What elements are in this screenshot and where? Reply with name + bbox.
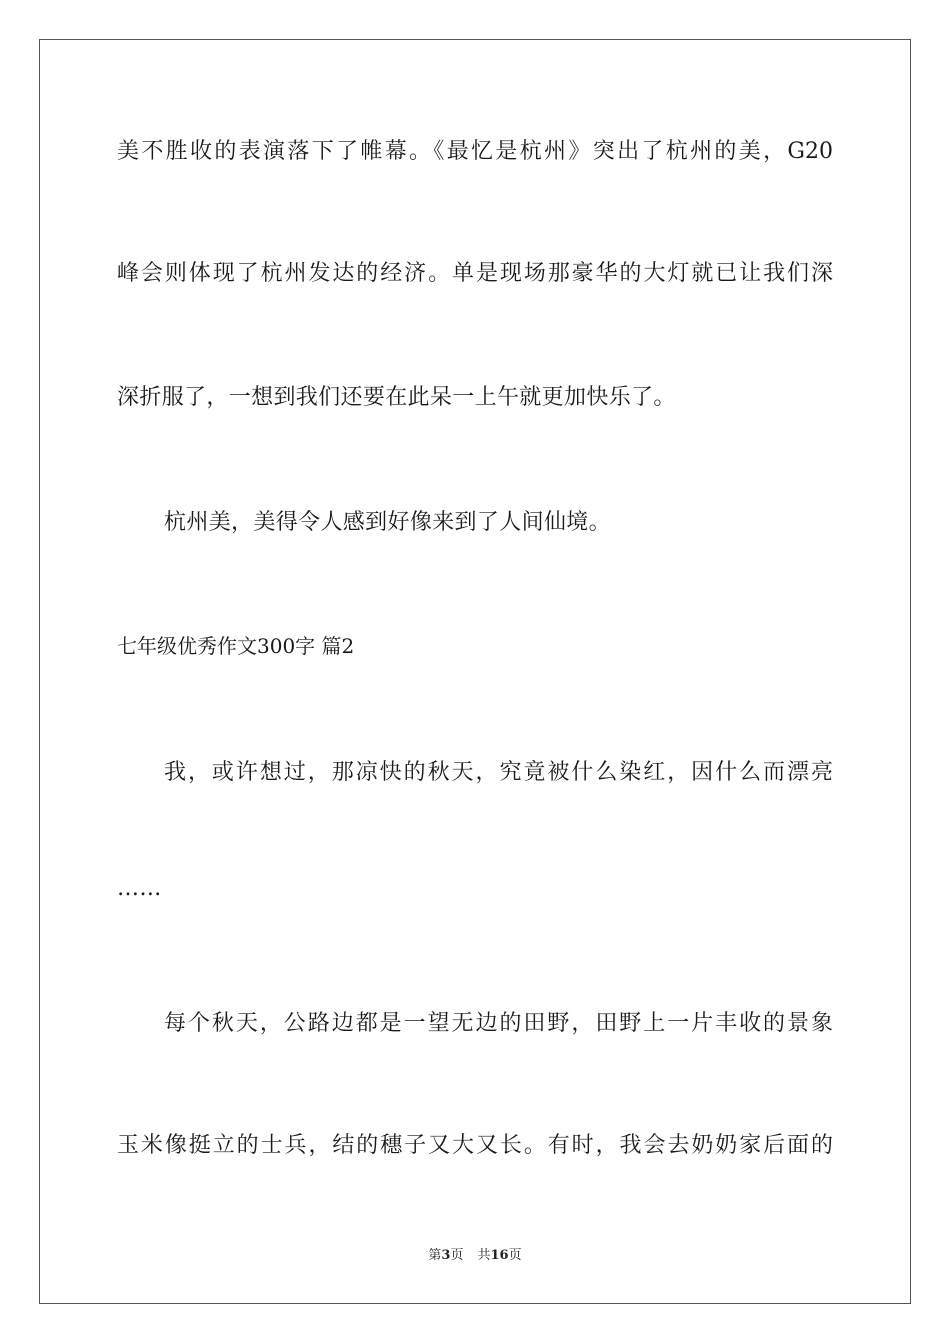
total-suffix: 页 bbox=[508, 1248, 522, 1263]
text-line-4: 杭州美，美得令人感到好像来到了人间仙境。 bbox=[164, 510, 612, 535]
text-line-1: 美不胜收的表演落下了帷幕。《最忆是杭州》突出了杭州的美，G20 bbox=[117, 139, 833, 164]
text-line-3: 深折服了，一想到我们还要在此呆一上午就更加快乐了。 bbox=[117, 385, 676, 410]
text-line-2: 峰会则体现了杭州发达的经济。单是现场那豪华的大灯就已让我们深 bbox=[117, 261, 833, 286]
total-prefix: 共 bbox=[477, 1248, 491, 1263]
text-line-5: 我，或许想过，那凉快的秋天，究竟被什么染红，因什么而漂亮 bbox=[164, 760, 833, 785]
page-frame bbox=[39, 39, 911, 1304]
page-suffix: 页 bbox=[450, 1248, 464, 1263]
text-line-7: 每个秋天，公路边都是一望无边的田野，田野上一片丰收的景象 bbox=[164, 1011, 833, 1036]
total-pages: 16 bbox=[490, 1248, 509, 1263]
text-line-8: 玉米像挺立的士兵，结的穗子又大又长。有时，我会去奶奶家后面的 bbox=[117, 1133, 833, 1158]
page-number: 3 bbox=[441, 1248, 451, 1263]
text-line-6: …… bbox=[117, 876, 162, 901]
page-footer bbox=[0, 1247, 950, 1265]
page-prefix: 第 bbox=[428, 1248, 442, 1263]
section-heading: 七年级优秀作文300字 篇2 bbox=[117, 634, 355, 658]
